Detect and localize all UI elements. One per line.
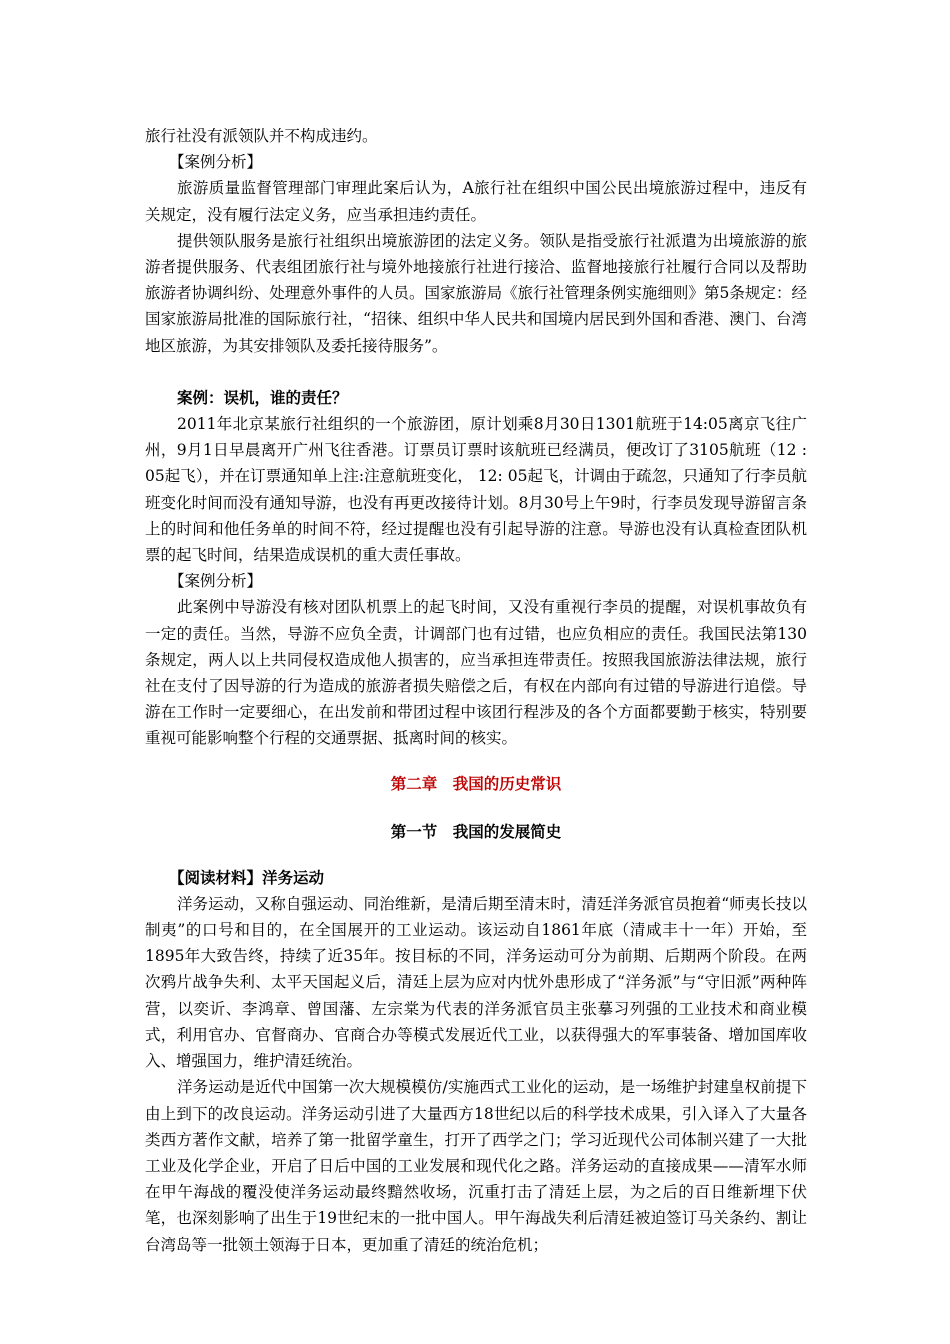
section-title: 第一节 我国的发展简史 <box>390 822 562 841</box>
case-analysis-paragraph: 此案例中导游没有核对团队机票上的起飞时间，又没有重视行李员的提醒，对误机事故负有一定的责任。当然，导游不应负全责，计调部门也有过错，也应负相应的责任。我国民法第130条规定，两人以上共同侵权造成他人损害的，应当承担连带责任。按照我国旅游法律法规，旅行社在支付了因导游的行为造成的旅游者损失赔偿之后，有权在内部向有过错的导游进行追偿。导游在工作时一定要细心，在出发前和带团过程中该团行程涉及的各个方面都要勤于核实，特别要重视可能影响整个行程的交通票据、抵离时间的核实。 <box>145 598 807 748</box>
chapter-title: 第二章 我国的历史常识 <box>390 774 562 793</box>
case-analysis-label: 【案例分析】 <box>169 572 263 591</box>
document-page <box>145 123 807 1258</box>
case-title: 案例：误机，谁的责任？ <box>177 388 348 407</box>
case-analysis-paragraph: 旅游质量监督管理部门审理此案后认为，A旅行社在组织中国公民出境旅游过程中，违反有关规定，没有履行法定义务，应当承担违约责任。 <box>145 179 807 224</box>
case-analysis-paragraph: 提供领队服务是旅行社组织出境旅游团的法定义务。领队是指受旅行社派遣为出境旅游的旅游者提供服务、代表组团旅行社与境外地接旅行社进行接洽、监督地接旅行社履行合同以及帮助旅游者协调纠纷、处理意外事件的人员。国家旅游局《旅行社管理条例实施细则》第5条规定：经国家旅游局批准的国际旅行社，“招徕、组织中华人民共和国境内居民到外国和香港、澳门、台湾地区旅游，为其安排领队及委托接待服务”。 <box>145 231 807 355</box>
reading-material-title: 【阅读材料】洋务运动 <box>169 868 325 887</box>
continuation-paragraph: 旅行社没有派领队并不构成违约。 <box>145 127 378 145</box>
reading-paragraph: 洋务运动，又称自强运动、同治维新，是清后期至清末时，清廷洋务派官员抱着“师夷长技以制夷”的口号和目的，在全国展开的工业运动。该运动自1861年底（清咸丰十一年）开始，至1895年大致告终，持续了近35年。按目标的不同，洋务运动可分为前期、后期两个阶段。在两次鸦片战争失利、太平天国起义后，清廷上层为应对内忧外患形成了“洋务派”与“守旧派”两种阵营，以奕䜣、李鸿章、曾国藩、左宗棠为代表的洋务派官员主张摹习列强的工业技术和商业模式，利用官办、官督商办、官商合办等模式发展近代工业，以获得强大的军事装备、增加国库收入、增强国力，维护清廷统治。 <box>145 894 807 1071</box>
case-analysis-label: 【案例分析】 <box>169 153 263 172</box>
reading-paragraph: 洋务运动是近代中国第一次大规模模仿/实施西式工业化的运动，是一场维护封建皇权前提下由上到下的改良运动。洋务运动引进了大量西方18世纪以后的科学技术成果，引入译入了大量各类西方著作文献，培养了第一批留学童生，打开了西学之门；学习近现代公司体制兴建了一大批工业及化学企业，开启了日后中国的工业发展和现代化之路。洋务运动的直接成果——清军水师在甲午海战的覆没使洋务运动最终黯然收场，沉重打击了清廷上层，为之后的百日维新埋下伏笔，也深刻影响了出生于19世纪末的一批中国人。甲午海战失利后清廷被迫签订马关条约、割让台湾岛等一批领土领海于日本，更加重了清廷的统治危机； <box>145 1078 807 1254</box>
case-body-paragraph: 2011年北京某旅行社组织的一个旅游团，原计划乘8月30日1301航班于14:05离京飞往广州，9月1日早晨离开广州飞往香港。订票员订票时该航班已经满员，便改订了3105航班（12 : 05起飞），并在订票通知单上注:注意航班变化， 12: 05起飞，计调由于疏忽，只通知了行李员航班变化时间而没有通知导游，也没有再更改接待计划。8月30号上午9时，行李员发现导游留言条上的时间和他任务单的时间不符，经过提醒也没有引起导游的注意。导游也没有认真检查团队机票的起飞时间，结果造成误机的重大责任事故。 <box>145 415 807 565</box>
